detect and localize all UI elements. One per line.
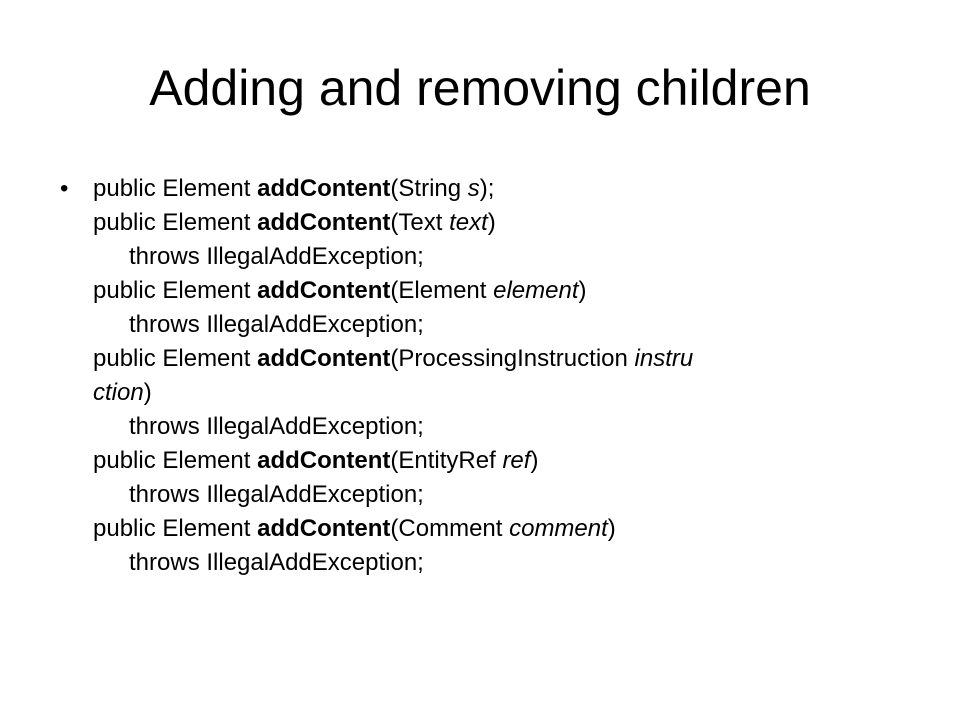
parameter-name: text — [449, 209, 488, 236]
code-text: public Element — [93, 175, 258, 202]
bullet-icon: • — [60, 175, 69, 202]
code-line — [93, 342, 893, 376]
code-text: ) — [487, 209, 496, 236]
code-line — [93, 478, 893, 512]
code-text: (EntityRef — [390, 447, 503, 474]
parameter-name: comment — [509, 515, 608, 542]
code-text: (ProcessingInstruction — [390, 345, 635, 372]
method-name: addContent — [257, 447, 391, 474]
code-text: throws IllegalAddException; — [129, 481, 424, 508]
code-line — [93, 546, 893, 580]
code-text: public Element — [93, 515, 258, 542]
code-line — [93, 444, 893, 478]
code-line — [93, 240, 893, 274]
code-text: (Text — [390, 209, 450, 236]
parameter-name: s — [467, 175, 480, 202]
parameter-name: instru — [634, 345, 694, 372]
code-text: public Element — [93, 277, 258, 304]
code-text: throws IllegalAddException; — [129, 243, 424, 270]
code-text: (Element — [390, 277, 494, 304]
code-line — [93, 274, 893, 308]
code-line — [93, 512, 893, 546]
code-text: ); — [479, 175, 495, 202]
code-text: ) — [143, 379, 152, 406]
code-text: ) — [530, 447, 539, 474]
method-name: addContent — [257, 277, 391, 304]
method-name: addContent — [257, 175, 391, 202]
code-line — [93, 410, 893, 444]
code-text: throws IllegalAddException; — [129, 311, 424, 338]
code-line — [93, 206, 893, 240]
code-text: ) — [607, 515, 616, 542]
code-text: public Element — [93, 209, 258, 236]
code-line — [93, 172, 893, 206]
code-text: (Comment — [390, 515, 510, 542]
code-text: (String — [390, 175, 468, 202]
code-text: throws IllegalAddException; — [129, 549, 424, 576]
method-signature-list — [93, 172, 893, 580]
parameter-name: ction — [93, 379, 144, 406]
parameter-name: element — [493, 277, 579, 304]
slide-title: Adding and removing children — [149, 60, 811, 116]
method-name: addContent — [257, 515, 391, 542]
code-text: public Element — [93, 447, 258, 474]
parameter-name: ref — [502, 447, 531, 474]
method-name: addContent — [257, 209, 391, 236]
method-name: addContent — [257, 345, 391, 372]
code-line — [93, 376, 893, 410]
code-text: ) — [578, 277, 587, 304]
code-line — [93, 308, 893, 342]
code-text: public Element — [93, 345, 258, 372]
code-text: throws IllegalAddException; — [129, 413, 424, 440]
